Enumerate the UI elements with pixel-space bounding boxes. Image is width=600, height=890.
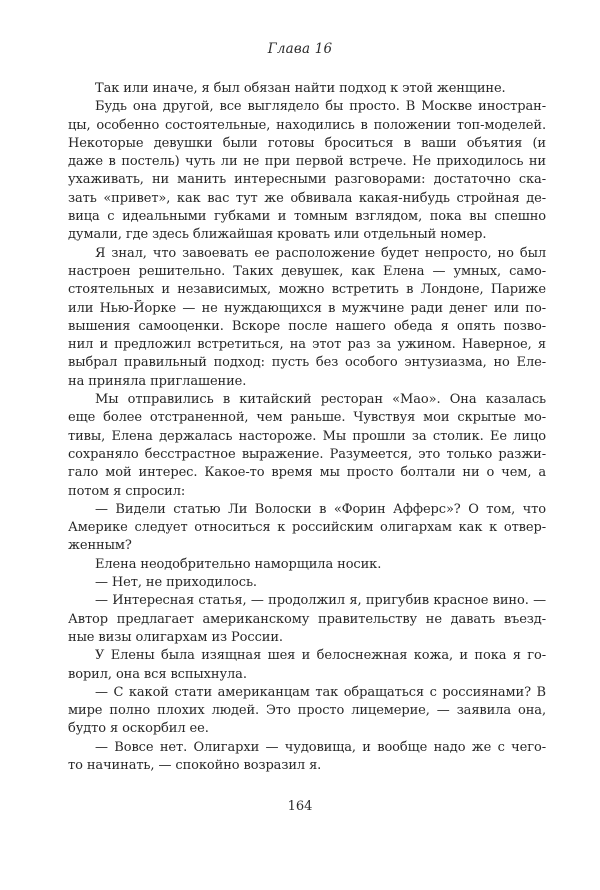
- text-line: — С какой стати американцам так обращаться с россиянами? В: [95, 684, 546, 700]
- paragraph: [68, 684, 546, 739]
- paragraph: [68, 556, 546, 574]
- page-text: [68, 80, 546, 775]
- paragraph: [68, 80, 546, 98]
- text-line: Я знал, что завоевать ее расположение будет непросто, но был: [95, 245, 546, 261]
- text-line: вышения самооценки. Вскоре после нашего обеда я опять позво-: [68, 318, 546, 334]
- text-line: У Елены была изящная шея и белоснежная кожа, и пока я го-: [95, 648, 546, 664]
- paragraph: [68, 245, 546, 391]
- paragraph: [68, 592, 546, 647]
- text-line: думали, где здесь ближайшая кровать или отдельный номер.: [68, 227, 487, 243]
- text-line: сохраняло бесстрастное выражение. Разумеется, это только разжи-: [68, 446, 546, 462]
- text-line: ухаживать, ни манить интересными разговорами: достаточно ска-: [68, 172, 546, 188]
- text-line: или Нью-Йорке — не нуждающихся в мужчине ради денег или по-: [68, 300, 546, 316]
- text-line: Елена неодобрительно наморщила носик.: [95, 556, 382, 572]
- text-line: гало мой интерес. Какое-то время мы просто болтали ни о чем, а: [68, 465, 546, 481]
- text-line: Мы отправились в китайский ресторан «Мао». Она казалась: [95, 392, 546, 408]
- paragraph: [68, 391, 546, 501]
- paragraph: [68, 574, 546, 592]
- text-line: на приняла приглашение.: [68, 373, 247, 389]
- text-line: Автор предлагает американскому правительству не давать въезд-: [68, 611, 546, 627]
- paragraph: [68, 98, 546, 244]
- text-line: нил и предложил встретиться, на этот раз за ужином. Наверное, я: [68, 337, 546, 353]
- paragraph: [68, 647, 546, 684]
- text-line: то начинать, — спокойно возразил я.: [68, 757, 322, 773]
- text-line: даже в постель) чуть ли не при первой встрече. Не приходилось ни: [68, 154, 546, 170]
- paragraph: [68, 501, 546, 556]
- text-line: выбрал правильный подход: пусть без особого энтузиазма, но Еле-: [68, 355, 546, 371]
- text-line: мире полно плохих людей. Это просто лицемерие, — заявила она,: [68, 703, 546, 719]
- text-line: цы, особенно состоятельные, находились в положении топ-моделей.: [68, 117, 546, 133]
- text-line: — Интересная статья, — продолжил я, пригубив красное вино. —: [95, 593, 546, 609]
- text-line: стоятельных и независимых, можно встретить в Лондоне, Париже: [68, 282, 546, 298]
- text-line: настроен решительно. Таких девушек, как Елена — умных, само-: [68, 263, 546, 279]
- text-line: женным?: [68, 538, 132, 554]
- text-line: вица с идеальными губками и томным взглядом, пока вы спешно: [68, 209, 546, 225]
- paragraph: [68, 739, 546, 776]
- text-line: Так или иначе, я был обязан найти подход к этой женщине.: [95, 81, 506, 96]
- text-line: — Вовсе нет. Олигархи — чудовища, и вообще надо же с чего-: [95, 739, 546, 755]
- text-line: ные визы олигархам из России.: [68, 629, 283, 645]
- text-line: — Видели статью Ли Волоски в «Форин Афферс»? О том, что: [95, 501, 546, 517]
- page-number: 164: [287, 799, 313, 814]
- chapter-heading: Глава 16: [267, 41, 333, 57]
- text-line: будто я оскорбил ее.: [68, 721, 209, 737]
- text-line: тивы, Елена держалась настороже. Мы прошли за столик. Ее лицо: [68, 428, 546, 444]
- text-line: Некоторые девушки были готовы броситься в ваши объятия (и: [68, 135, 546, 151]
- text-line: еще более отстраненной, чем раньше. Чувствуя мои скрытые мо-: [68, 410, 546, 426]
- text-line: потом я спросил:: [68, 483, 186, 499]
- text-line: ворил, она вся вспыхнула.: [68, 666, 247, 682]
- text-line: Будь она другой, все выглядело бы просто. В Москве иностран-: [95, 99, 546, 115]
- text-line: Америке следует относиться к российским олигархам как к отвер-: [68, 520, 546, 536]
- text-line: — Нет, не приходилось.: [95, 575, 257, 591]
- text-line: зать «привет», как вас тут же обвивала какая-нибудь стройная де-: [68, 190, 546, 206]
